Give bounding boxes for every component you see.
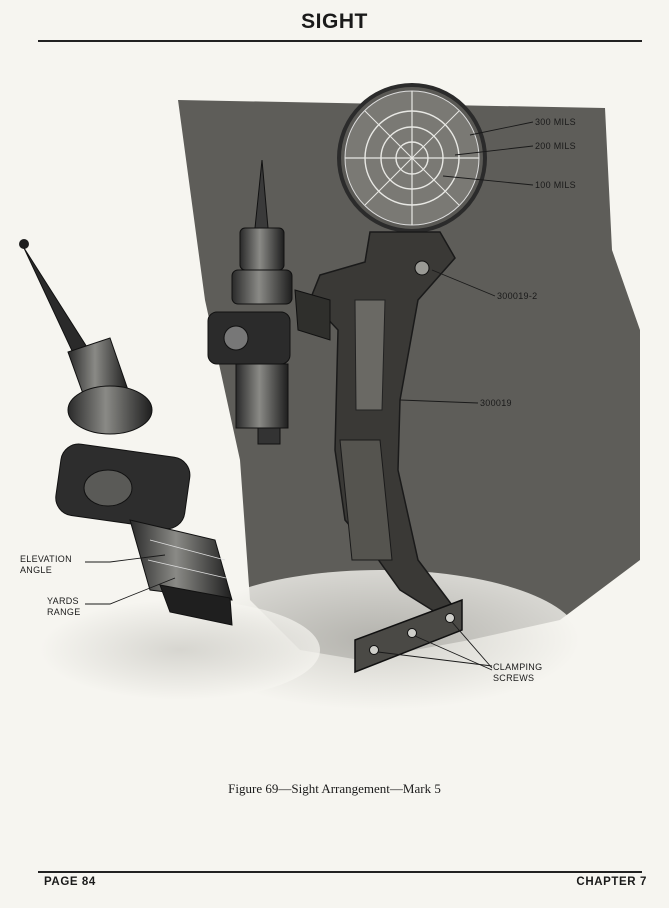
footer-rule xyxy=(38,871,642,873)
label-100-mils: 100 MILS xyxy=(535,180,576,190)
label-part-300019-2: 300019-2 xyxy=(497,291,538,301)
label-200-mils: 200 MILS xyxy=(535,141,576,151)
header-rule xyxy=(38,40,642,42)
figure xyxy=(0,50,669,780)
reticle-disc xyxy=(339,85,485,231)
label-part-300019: 300019 xyxy=(480,398,512,408)
chapter-label: CHAPTER 7 xyxy=(576,876,647,888)
figure-caption: Figure 69—Sight Arrangement—Mark 5 xyxy=(228,781,441,796)
page-number: PAGE 84 xyxy=(44,876,96,888)
label-clamping-line2: SCREWS xyxy=(493,673,535,683)
sight-illustration xyxy=(0,50,669,780)
label-elevation-line2: ANGLE xyxy=(20,565,53,575)
label-yards-line2: RANGE xyxy=(47,607,81,617)
label-300-mils: 300 MILS xyxy=(535,117,576,127)
label-clamping-line1: CLAMPING xyxy=(493,662,543,672)
label-yards-line1: YARDS xyxy=(47,596,79,606)
label-elevation-line1: ELEVATION xyxy=(20,554,72,564)
page-title: SIGHT xyxy=(301,10,368,33)
